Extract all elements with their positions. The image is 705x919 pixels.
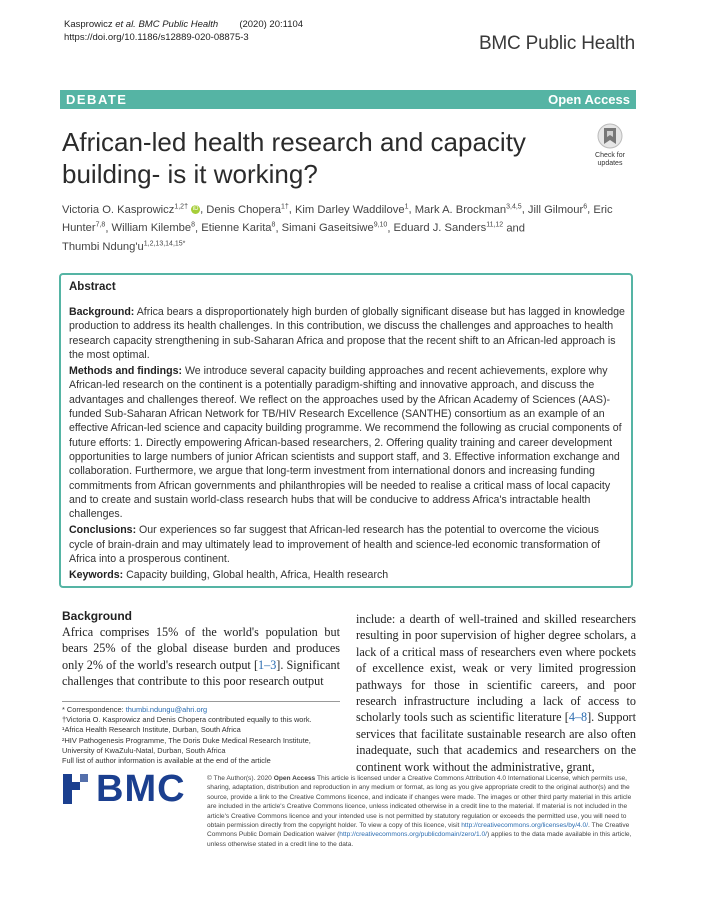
body-paragraph-left: Africa comprises 15% of the world's population but bears 25% of the global disease burden and produces only 2% of the world's research output [1–3]. Significant challenges that contribute to this poor research output xyxy=(62,625,340,689)
affiliation-2: ²HIV Pathogenesis Programme, The Doris Duke Medical Research Institute, University of KwaZulu-Natal, Durban, South Africa xyxy=(62,735,311,755)
bmc-wordmark: BMC xyxy=(96,768,186,810)
email-link[interactable]: thumbi.ndungu@ahri.org xyxy=(125,705,208,714)
badge-line-2: updates xyxy=(597,160,623,167)
header-journal-ref: et al. BMC Public Health xyxy=(115,19,219,30)
equal-contribution-note: †Victoria O. Kasprowicz and Denis Chopera contributed equally to this work. xyxy=(62,715,312,725)
author[interactable]: Etienne Karita$^8$ xyxy=(201,221,276,235)
bookmark-icon xyxy=(586,122,634,152)
body-paragraph-right: include: a dearth of well-trained and skilled researchers resulting in poor supervision of higher degree scholars, a lack of a critical mass of researchers even where pockets of excellence exist, weak or very limited progression pathways for those in scientific careers, and poor research infrastructure including a lack of access to scholarly tools such as scientific literature [4–8]. Support services that facilitate sustainable research are also often inadequate, such that academics and researchers on the continent work without the administrative, grant, xyxy=(356,612,637,774)
full-list-note: Full list of author information is available at the end of the article xyxy=(62,756,271,766)
cc0-url[interactable]: http://creativecommons.org/publicdomain/zero/1.0/ xyxy=(339,831,487,839)
author[interactable]: Mark A. Brockman$^{3,4,5}$ xyxy=(414,203,522,216)
abstract-methods: Methods and findings: We introduce several capacity building approaches and recent achievements, explore why African-led research on the continent is a potentially paradigm-shifting and innovative approach, and discuss the advantages and challenges thereof. We reflect on the approaches used by the African Academy of Sciences (AAS)-funded Sub-Saharan African Network for TB/HIV Research Excellence (SANTHE) consortium as an example of an effective African-led science and capacity building programme. We recommend the following as crucial components of future efforts: 1. Directly empowering African-based researchers, 2. Offering quality training and career development opportunities to large numbers of junior African scientists and support staff, and 3. Effective information exchange and collaboration. Furthermore, we argue that long-term investment from international donors and increasing funding commitments from African governments and philanthropies will be needed to realise a critical mass of local capacity and to create and sustain world-class research hubs that will be conducive to address Africa's intractable health challenges. xyxy=(69,365,622,521)
author[interactable]: Denis Chopera$^{1\dagger}$ xyxy=(206,203,289,216)
author[interactable]: Eric Hunter$^{7,8}$ xyxy=(62,203,613,235)
article-title: African-led health research and capacity building- is it working? xyxy=(62,127,526,189)
author[interactable]: Thumbi $Ndung'u^{1,2,13,14,15*}$ xyxy=(62,240,186,254)
author[interactable]: Simani Gaseitsiwe$^{9,10}$ xyxy=(281,221,388,235)
author[interactable]: Eduard J. Sanders$^{11,12}$ xyxy=(393,221,504,235)
badge-line-1: Check for xyxy=(595,152,625,159)
author[interactable]: Jill Gilmour$^6$ xyxy=(527,203,588,216)
authors-and: and xyxy=(506,222,525,235)
body-left-column xyxy=(62,609,340,690)
section-heading-background: Background xyxy=(62,609,133,623)
check-for-updates-badge[interactable] xyxy=(586,122,634,170)
open-access-label: Open Access xyxy=(548,92,630,107)
abstract-background: Background: Africa bears a disproportionately high burden of globally significant disease but has lagged in knowledge production to address its health challenges. In this contribution, we discuss the challenges and approaches to health research capacity strengthening in sub-Saharan Africa and propose that the recent shift to an African-led approach is the most optimal. xyxy=(69,306,625,361)
author[interactable]: William Kilembe$^8$ xyxy=(111,221,196,235)
journal-name: BMC Public Health xyxy=(478,33,635,54)
body-right-column xyxy=(356,611,636,775)
license-url[interactable]: http://creativecommons.org/licenses/by/4.0/ xyxy=(461,822,589,830)
citation-link[interactable]: 4–8 xyxy=(568,710,588,725)
abstract-conclusions: Conclusions: Our experiences so far suggest that African-led research has the potential to overcome the vicious cycle of brain-drain and may ultimately lead to improvement of health and science-led economic transformation of Africa into a prosperous continent. xyxy=(69,524,601,566)
bmc-logo xyxy=(60,768,195,810)
license-statement: © The Author(s). 2020 Open Access This article is licensed under a Creative Commons Attribution 4.0 International License, which permits use, sharing, adaptation, distribution and reproduction in any medium or format, as long as you give appropriate credit to the original author(s) and the source, provide a link to the Creative Commons licence, and indicate if changes were made. The images or other third party material in this article are included in the article's Creative Commons licence, unless indicated otherwise in a credit line to the material. If material is not included in the article's Creative Commons licence and your intended use is not permitted by statutory regulation or exceeds the permitted use, you will need to obtain permission directly from the copyright holder. To view a copy of this licence, visit http://creativecommons.org/licenses/by/4.0/. The Creative Commons Public Domain Dedication waiver (http://creativecommons.org/publicdomain/zero/1.0/) applies to the data made available in this article, unless otherwise stated in a credit line to the data. xyxy=(207,775,632,848)
header-authors: Kasprowicz xyxy=(64,19,116,30)
header-year-volume: (2020) 20:1104 xyxy=(239,19,304,30)
doi-link[interactable]: https://doi.org/10.1186/s12889-020-08875-3 xyxy=(64,32,249,43)
affiliation-1: ¹Africa Health Research Institute, Durban, South Africa xyxy=(62,725,241,735)
correspondence: * Correspondence: thumbi.ndungu@ahri.org xyxy=(62,705,208,714)
abstract-heading: Abstract xyxy=(69,281,116,293)
citation-link[interactable]: 1–3 xyxy=(258,657,277,672)
orcid-icon[interactable]: iD xyxy=(192,206,199,213)
author[interactable]: Victoria O. Kasprowicz$^{1,2\dagger}$ xyxy=(62,203,188,216)
author[interactable]: Kim Darley Waddilove$^1$ xyxy=(294,203,409,216)
author-list: Victoria O. Kasprowicz$^{1,2\dagger}$ iD , Denis Chopera$^{1\dagger}$, Kim Darley Waddilove$^1$, Mark A. Brockman$^{3,4,5}$, Jill Gilmour$^6$, Eric Hunter$^{7,8}$, William Kilembe$^8$, Etienne Karita$^8$, Simani Gaseitsiwe$^{9,10}$, Eduard J. Sanders$^{11,12}$ and Thumbi $Ndung'u^{1,2,13,14,15*}$ xyxy=(62,203,613,254)
abstract-box xyxy=(59,273,633,588)
running-header xyxy=(64,18,303,44)
abstract-keywords: Keywords: Capacity building, Global health, Africa, Health research xyxy=(69,569,389,582)
article-type-banner xyxy=(60,90,636,109)
article-type: DEBATE xyxy=(66,92,128,107)
footnotes xyxy=(62,701,340,766)
